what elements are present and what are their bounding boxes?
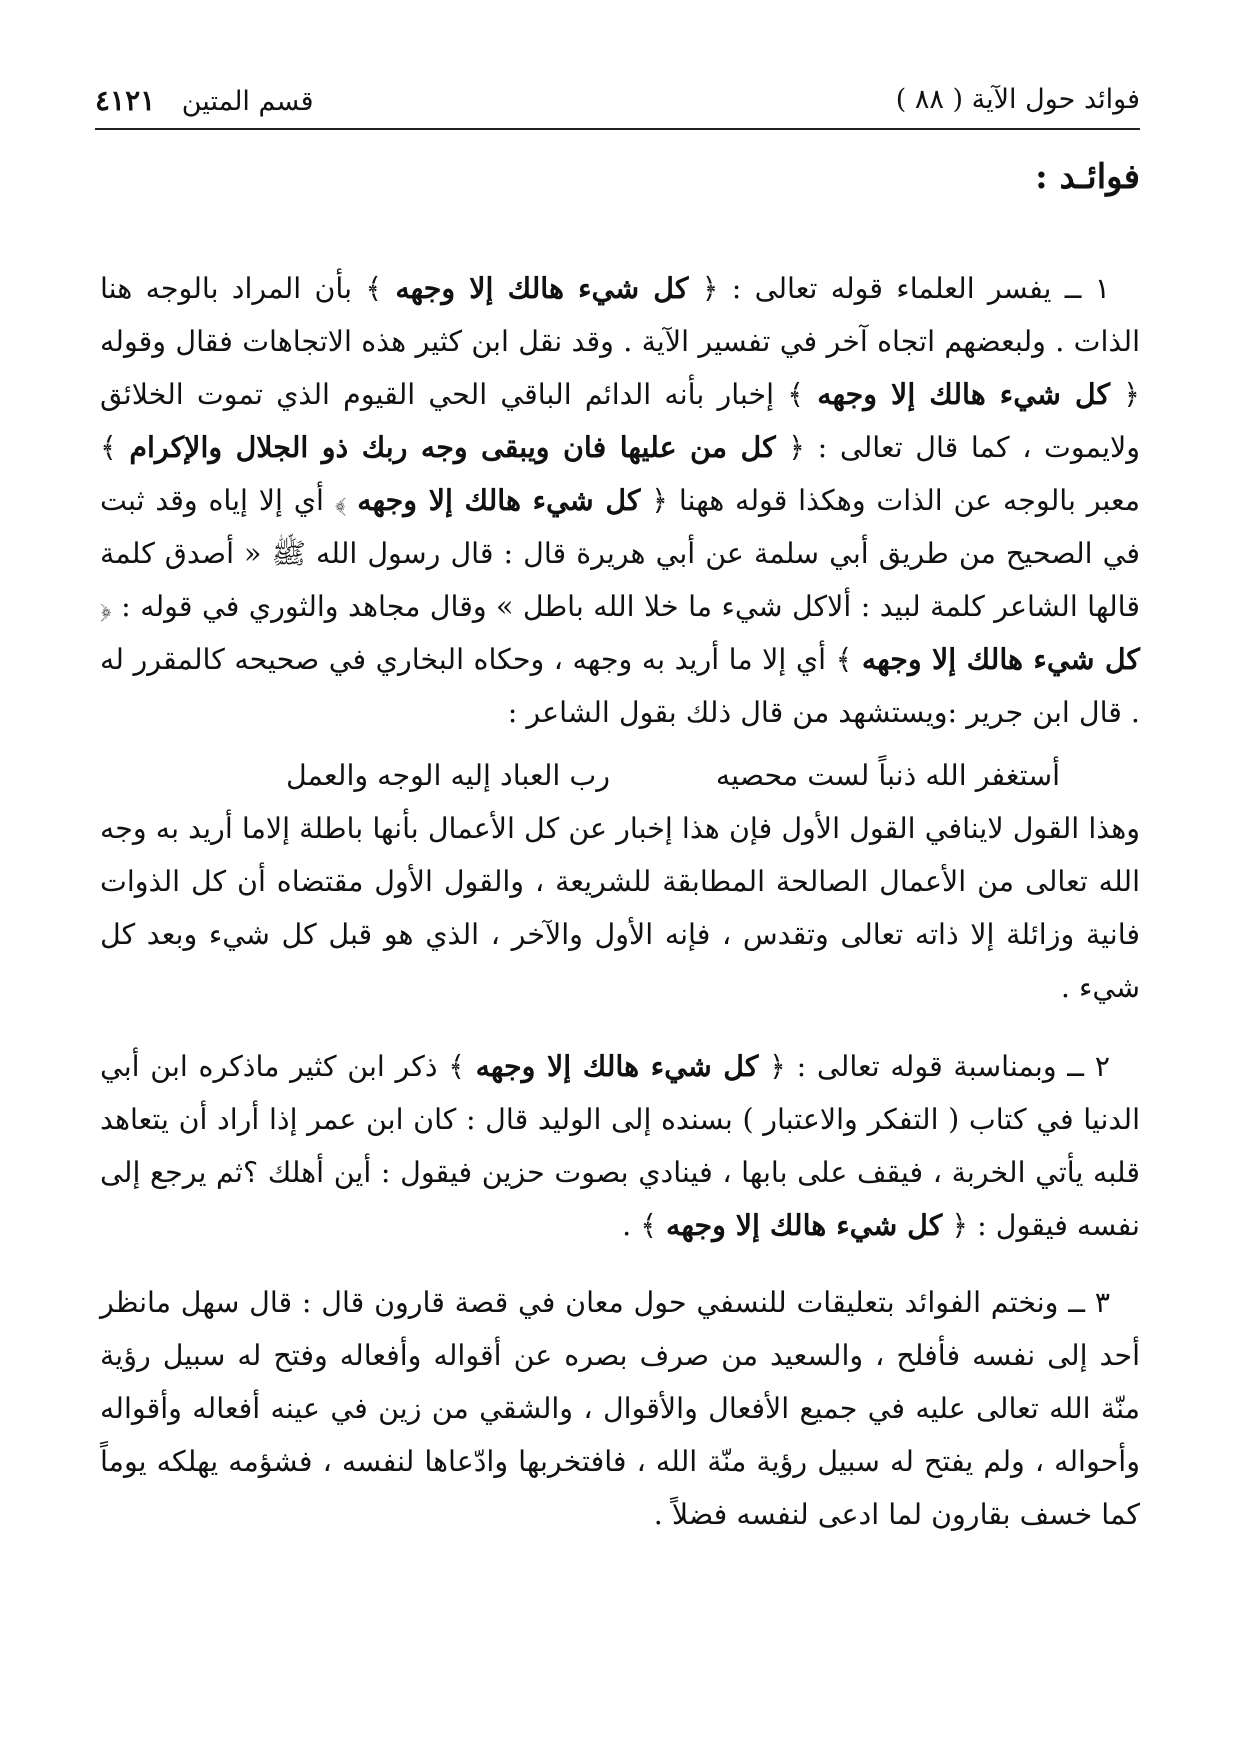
page-number: ٤١٢١ (95, 84, 156, 117)
header-left (95, 84, 313, 117)
text-span: معبر بالوجه عن الذات وهكذا قوله ههنا (678, 484, 1141, 517)
ornate-bracket-open: ﴿ (788, 431, 805, 464)
ornate-bracket-close: ﴾ (365, 272, 383, 305)
ornate-bracket-open: ﴿ (951, 1209, 969, 1242)
quran-verse: كل شيء هالك إلا وجهه (475, 1049, 759, 1083)
text-span: إخبار بأنه الدائم الباقي الحي القيوم الذي تموت الخلائق ولايموت ، كما قال تعالى : (100, 378, 1141, 464)
verse-hemistich-2: رب العباد إليه الوجه والعمل (285, 759, 610, 792)
ornate-bracket-close: ﴾ (100, 431, 117, 464)
ornate-bracket-open: ﴿ (701, 272, 719, 305)
quran-verse: كل من عليها فان ويبقى وجه ربك ذو الجلال والإكرام (129, 430, 776, 464)
book-part: قسم المتين (181, 86, 314, 117)
text-span: ٣ ــ ونختم الفوائد بتعليقات للنسفي حول معان في قصة قارون قال : قال سهل مانظر أحد إلى نفسه فأفلح ، والسعيد من صرف بصره عن أقواله وأفعاله وفتح له سبيل رؤية منّة الله تعالى عليه في جميع الأفعال والأقوال ، والشقي من زين في عينه أفعاله وأقواله وأحواله ، ولم يفتح له سبيل رؤية منّة الله ، فافتخربها وادّعاها لنفسه ، فشؤمه يهلكه يوماً كما خسف بقارون لما ادعى لنفسه فضلاً . (100, 1286, 1140, 1531)
poetry-verse (100, 749, 1140, 802)
quran-verse: كل شيء هالك إلا وجهه (666, 1208, 943, 1242)
ornate-bracket-close: ﴾ (787, 378, 804, 411)
section-title: فوائد حول الآية ( ٨٨ ) (895, 84, 1140, 115)
text-span: . (622, 1209, 632, 1242)
quran-verse: كل شيء هالك إلا وجهه (357, 483, 641, 517)
quran-verse: كل شيء هالك إلا وجهه (861, 642, 1140, 676)
paragraph-2 (100, 1040, 1140, 1252)
ornate-bracket-close: ﴾ (448, 1050, 465, 1083)
ornate-bracket-close: ﴾ (334, 484, 347, 517)
header-rule (95, 128, 1140, 130)
text-span: أي إلا ما أريد به وجهه ، وحكاه البخاري في صحيحه كالمقرر له . قال ابن جرير :ويستشهد من قال ذلك بقول الشاعر : (100, 643, 1140, 729)
ornate-bracket-open: ﴿ (769, 1050, 786, 1083)
body-text (100, 262, 1140, 1541)
text-span: أي إلا إياه وقد ثبت في الصحيح من طريق أبي سلمة عن أبي هريرة قال : قال رسول الله ﷺ « أصدق كلمة قالها الشاعر كلمة لبيد : ألاكل شيء ما خلا الله باطل » وقال مجاهد والثوري في قوله : (100, 484, 1141, 623)
paragraph-1 (100, 262, 1140, 739)
ornate-bracket-close: ﴾ (835, 643, 853, 676)
ornate-bracket-open: ﴿ (100, 590, 112, 623)
ornate-bracket-open: ﴿ (651, 484, 668, 517)
paragraph-3 (100, 1276, 1140, 1541)
text-span: ١ ــ يفسر العلماء قوله تعالى : (731, 272, 1110, 305)
ornate-bracket-close: ﴾ (640, 1209, 657, 1242)
text-span: بأن المراد بالوجه هنا الذات . ولبعضهم اتجاه آخر في تفسير الآية . وقد نقل ابن كثير هذه الاتجاهات فقال وقوله (100, 272, 1140, 358)
section-heading: فوائـد : (1035, 157, 1140, 197)
text-span: ذكر ابن كثير ماذكره ابن أبي الدنيا في كتاب ( التفكر والاعتبار ) بسنده إلى الوليد قال : كان ابن عمر إذا أراد أن يتعاهد قلبه يأتي الخربة ، فيقف على بابها ، فينادي بصوت حزين فيقول : أين أهلك ؟ثم يرجع إلى نفسه فيقول : (100, 1050, 1140, 1242)
ornate-bracket-open: ﴿ (1123, 378, 1140, 411)
text-span: ٢ ــ وبمناسبة قوله تعالى : (796, 1050, 1111, 1083)
quran-verse: كل شيء هالك إلا وجهه (817, 377, 1111, 411)
quran-verse: كل شيء هالك إلا وجهه (395, 271, 689, 305)
paragraph-1-continued: وهذا القول لاينافي القول الأول فإن هذا إخبار عن كل الأعمال بأنها باطلة إلاما أريد به وجه الله تعالى من الأعمال الصالحة المطابقة للشريعة ، والقول الأول مقتضاه أن كل الذوات فانية وزائلة إلا ذاته تعالى وتقدس ، فإنه الأول والآخر ، الذي هو قبل كل شيء وبعد كل شيء . (100, 812, 1140, 1004)
verse-hemistich-1: أستغفر الله ذنباً لست محصيه (715, 759, 1060, 792)
running-header (95, 84, 1140, 128)
